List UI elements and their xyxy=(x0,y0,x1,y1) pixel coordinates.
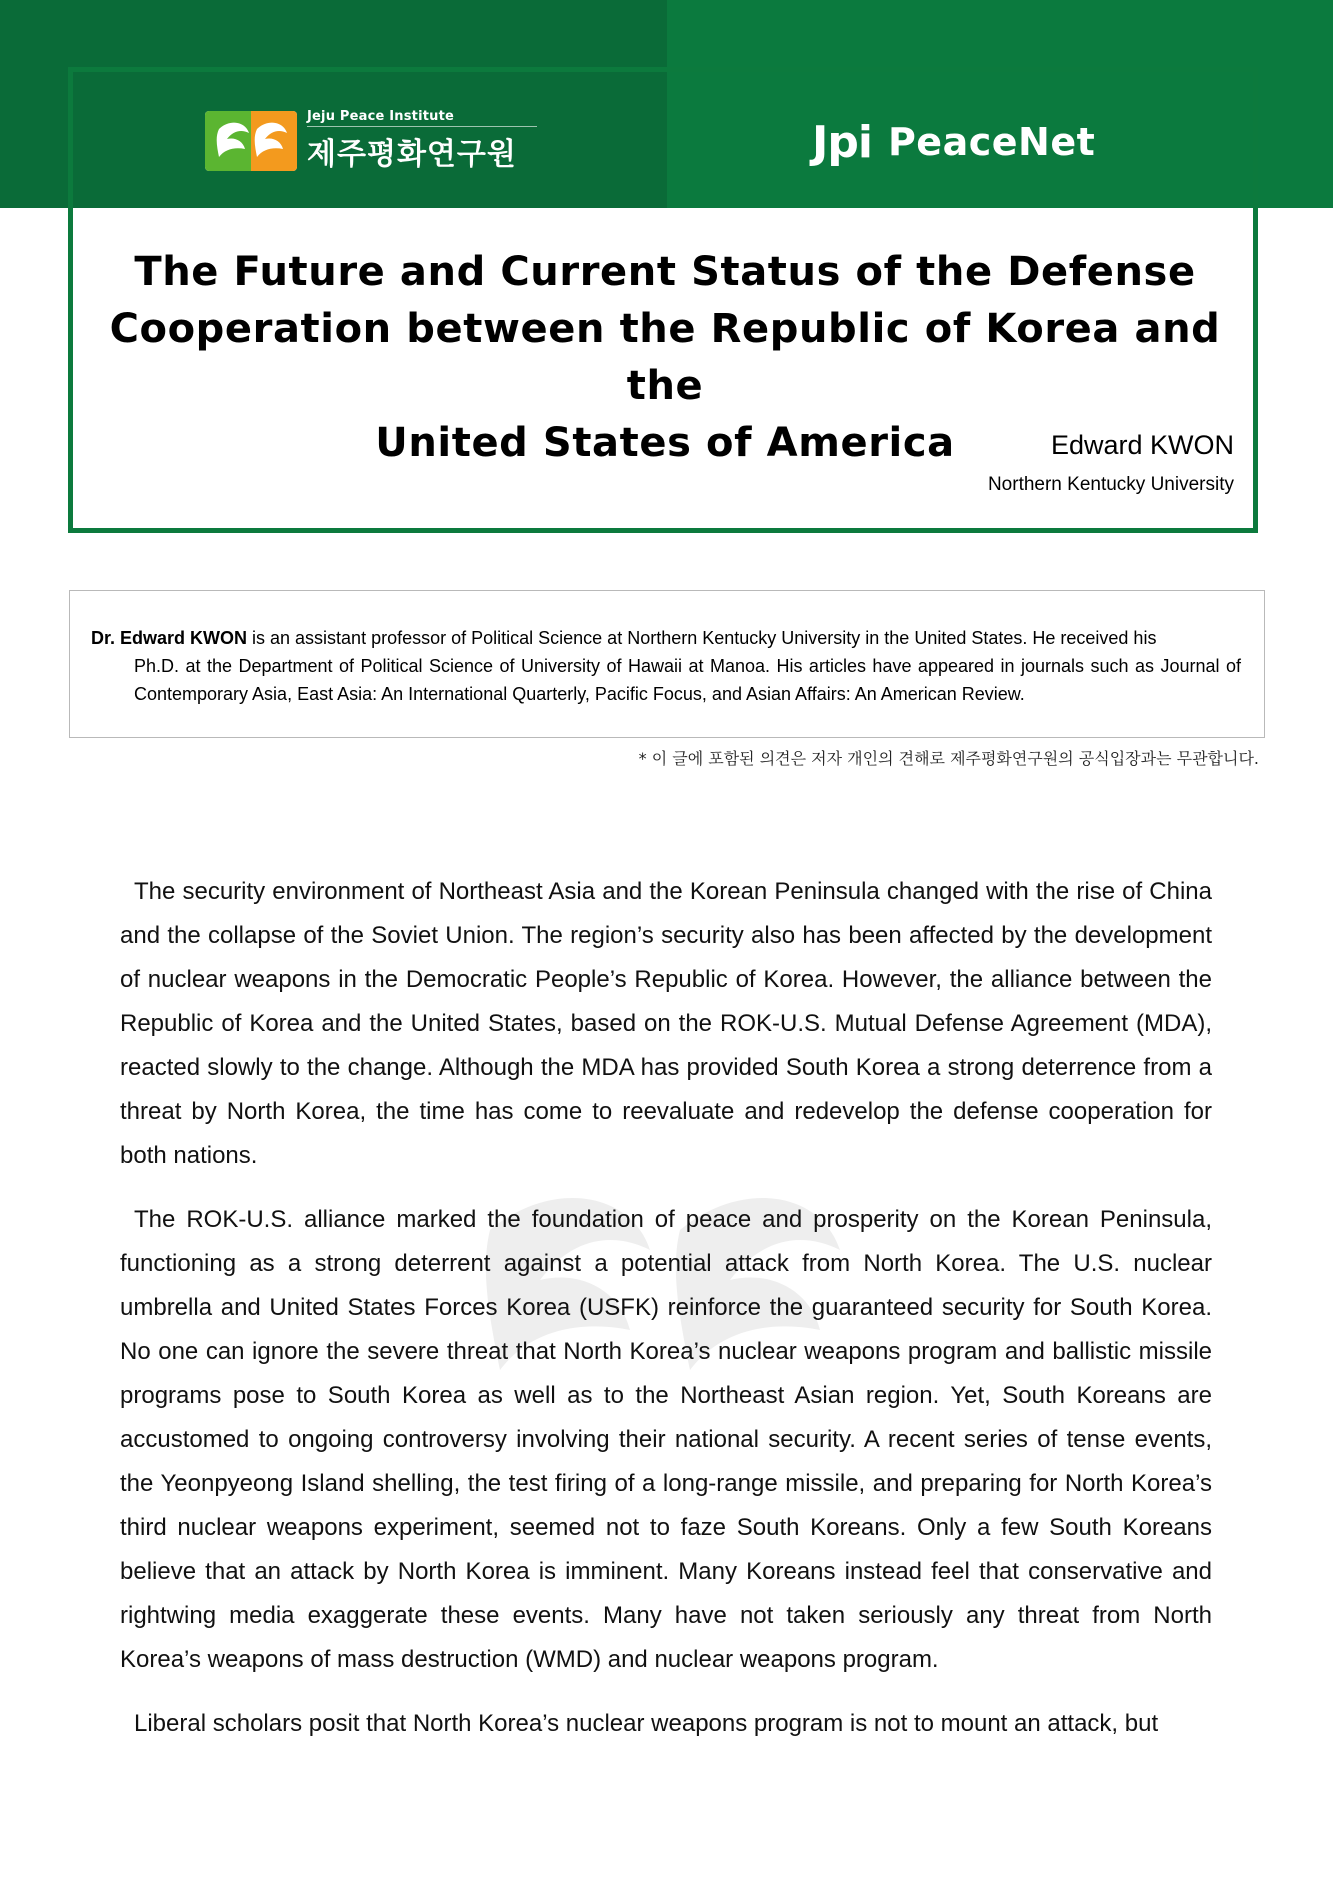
disclaimer-note: * 이 글에 포함된 의견은 저자 개인의 견해로 제주평화연구원의 공식입장과는 무관합니다. xyxy=(638,749,1259,768)
jpi-mark: Jpi xyxy=(812,116,872,168)
institute-name-ko: 제주평화연구원 xyxy=(307,137,517,172)
dove-logo-icon xyxy=(205,111,297,171)
author-bio xyxy=(91,624,1241,708)
title-line-3: United States of America xyxy=(375,420,955,466)
bio-rest: Ph.D. at the Department of Political Science of University of Hawaii at Manoa. His articles have appeared in journals such as Journal of Contemporary Asia, East Asia: An International Quarterly, Pacific Focus, and Asian Affairs: An American Review. xyxy=(134,656,1241,704)
institute-name-en: Jeju Peace Institute xyxy=(307,109,537,127)
paragraph-3: Liberal scholars posit that North Korea’s nuclear weapons program is not to mount an attack, but xyxy=(134,1710,1159,1737)
peacenet-wordmark: PeaceNet xyxy=(887,120,1096,164)
title-line-2: Cooperation between the Republic of Korea and the xyxy=(109,306,1221,409)
author-name: Edward KWON xyxy=(1050,430,1234,460)
article-body xyxy=(120,870,1212,1766)
title-line-1: The Future and Current Status of the Defense xyxy=(134,249,1196,295)
paragraph-2: The ROK-U.S. alliance marked the foundation of peace and prosperity on the Korean Peninsula, functioning as a strong deterrent against a potential attack from North Korea. The U.S. nuclear umbrella and United States Forces Korea (USFK) reinforce the guaranteed security for South Korea. No one can ignore the severe threat that North Korea’s nuclear weapons program and ballistic missile programs pose to South Korea as well as to the Northeast Asian region. Yet, South Koreans are accustomed to ongoing controversy involving their national security. A recent series of tense events, the Yeonpyeong Island shelling, the test firing of a long-range missile, and preparing for North Korea’s third nuclear weapons experiment, seemed not to faze South Koreans. Only a few South Koreans believe that an attack by North Korea is imminent. Many Koreans instead feel that conservative and rightwing media exaggerate these events. Many have not taken seriously any threat from North Korea’s weapons of mass destruction (WMD) and nuclear weapons program. xyxy=(120,1206,1212,1673)
peacenet-logo xyxy=(812,112,1095,172)
author-affiliation: Northern Kentucky University xyxy=(987,474,1234,495)
bio-line-1: is an assistant professor of Political Science at Northern Kentucky University in the United States. He received his xyxy=(247,628,1157,648)
paragraph-1: The security environment of Northeast Asia and the Korean Peninsula changed with the rise of China and the collapse of the Soviet Union. The region’s security also has been affected by the development of nuclear weapons in the Democratic People’s Republic of Korea. However, the alliance between the Republic of Korea and the United States, based on the ROK-U.S. Mutual Defense Agreement (MDA), reacted slowly to the change. Although the MDA has provided South Korea a strong deterrence from a threat by North Korea, the time has come to reevaluate and redevelop the defense cooperation for both nations. xyxy=(120,878,1212,1169)
jeju-peace-institute-logo xyxy=(205,108,537,174)
bio-author-name: Dr. Edward KWON xyxy=(91,628,248,648)
